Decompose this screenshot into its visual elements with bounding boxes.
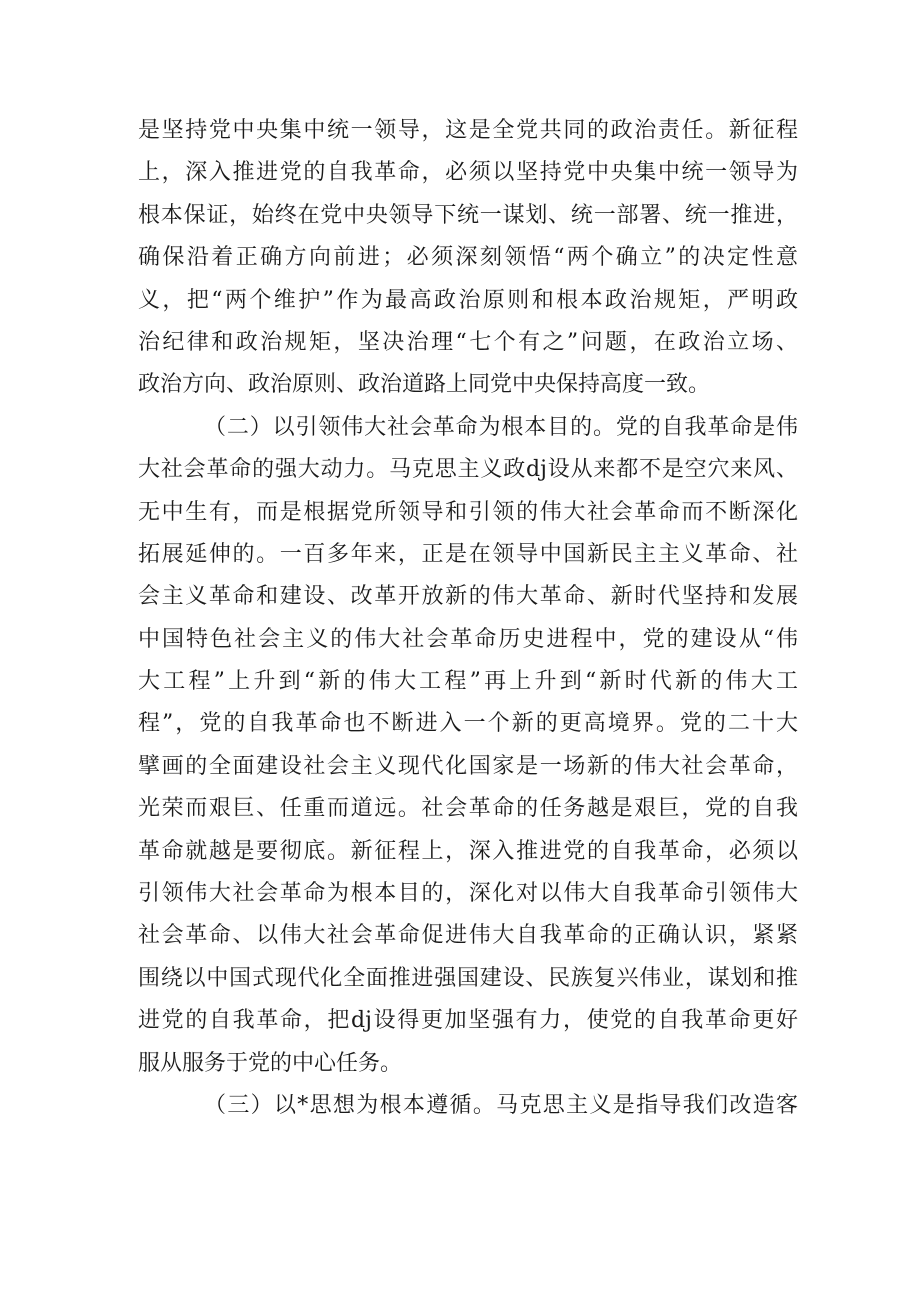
text-line: 大工程”上升到“新的伟大工程”再上升到“新时代新的伟大工	[138, 669, 798, 695]
text-line: 引领伟大社会革命为根本目的，深化对以伟大自我革命引领伟大	[138, 881, 798, 907]
text-line: 大社会革命的强大动力。马克思主义政dj设从来都不是空穴来风、	[138, 457, 798, 483]
section-heading-line: （二）以引领伟大社会革命为根本目的。党的自我革命是伟	[204, 414, 798, 440]
text-line: 革命就越是要彻底。新征程上，深入推进党的自我革命，必须以	[138, 838, 798, 864]
section-heading-line: （三）以*思想为根本遵循。马克思主义是指导我们改造客	[204, 1092, 798, 1118]
text-line: 社会革命、以伟大社会革命促进伟大自我革命的正确认识，紧紧	[138, 923, 798, 949]
text-line: 上，深入推进党的自我革命，必须以坚持党中央集中统一领导为	[138, 160, 798, 186]
text-line: 围绕以中国式现代化全面推进强国建设、民族复兴伟业，谋划和推	[138, 965, 798, 991]
text-line: 擘画的全面建设社会主义现代化国家是一场新的伟大社会革命，	[138, 753, 798, 779]
text-line: 程”，党的自我革命也不断进入一个新的更高境界。党的二十大	[138, 711, 798, 737]
text-line: 义，把“两个维护”作为最高政治原则和根本政治规矩，严明政	[138, 287, 798, 313]
text-line: 进党的自我革命，把dj设得更加坚强有力，使党的自我革命更好	[138, 1008, 798, 1034]
text-line: 确保沿着正确方向前进；必须深刻领悟“两个确立”的决定性意	[138, 245, 798, 271]
body-text	[138, 110, 798, 1127]
text-line: 政治方向、政治原则、政治道路上同党中央保持高度一致。	[138, 372, 711, 398]
text-line: 治纪律和政治规矩，坚决治理“七个有之”问题，在政治立场、	[138, 329, 798, 355]
text-line: 无中生有，而是根据党所领导和引领的伟大社会革命而不断深化	[138, 499, 798, 525]
text-line: 服从服务于党的中心任务。	[138, 1050, 403, 1076]
text-line: 根本保证，始终在党中央领导下统一谋划、统一部署、统一推进，	[138, 202, 798, 228]
text-line: 中国特色社会主义的伟大社会革命历史进程中，党的建设从“伟	[138, 626, 798, 652]
text-line: 是坚持党中央集中统一领导，这是全党共同的政治责任。新征程	[138, 118, 798, 143]
text-line: 拓展延伸的。一百多年来，正是在领导中国新民主主义革命、社	[138, 541, 798, 567]
text-line: 光荣而艰巨、任重而道远。社会革命的任务越是艰巨，党的自我	[138, 796, 798, 822]
text-line: 会主义革命和建设、改革开放新的伟大革命、新时代坚持和发展	[138, 584, 798, 610]
